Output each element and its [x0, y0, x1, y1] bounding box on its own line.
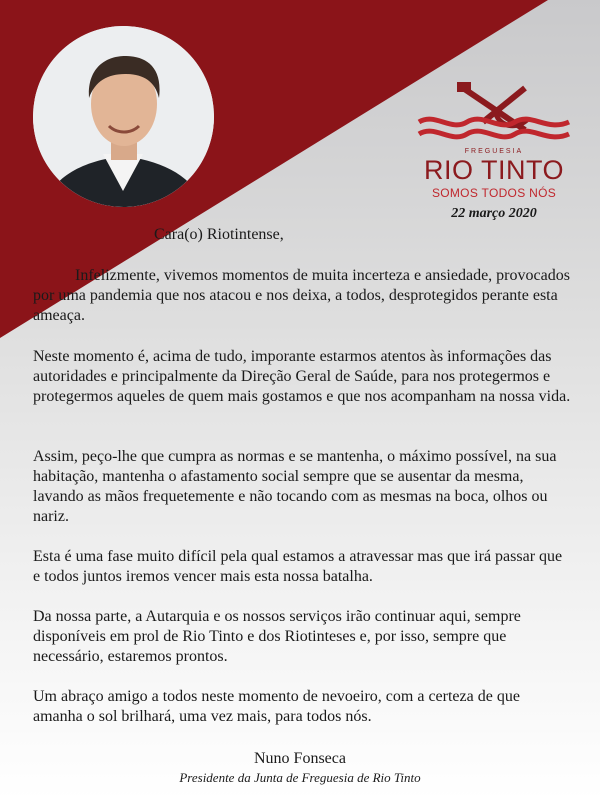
letter-paragraph: Um abraço amigo a todos neste momento de nevoeiro, com a certeza de que amanha o sol brilhará, uma vez mais, para todos nós.: [33, 688, 520, 725]
letter-paragraph: Esta é uma fase muito difícil pela qual estamos a atravessar mas que irá passar que e todos juntos iremos vencer mais esta nossa batalha.: [33, 548, 563, 585]
letter-date: 22 março 2020: [451, 206, 537, 221]
logo-name: RIO TINTO: [423, 155, 564, 185]
letter-paragraph: Assim, peço-lhe que cumpra as normas e se mantenha, o máximo possível, na sua habitação, mantenha o afastamento social sempre que se ausentar da mesma, lavando as mãos frequetemente e não tocando com as mesmas na boca, olhos ou nariz.: [33, 448, 557, 525]
signature-name: Nuno Fonseca: [254, 750, 346, 767]
letter-paragraph: Da nossa parte, a Autarquia e os nossos serviços irão continuar aqui, sempre disponíveis em prol de Rio Tinto e dos Riotinteses e, por isso, sempre que necessário, estaremos prontos.: [33, 608, 521, 665]
logo-slogan: SOMOS TODOS NÓS: [431, 186, 557, 200]
logo-small-text: FREGUESIA: [464, 148, 524, 155]
signature-title: Presidente da Junta de Freguesia de Rio Tinto: [179, 770, 421, 785]
portrait-photo: [33, 26, 214, 207]
letter-paragraph: Infelizmente, vivemos momentos de muita incerteza e ansiedade, provocados por uma pandemia que nos atacou e nos deixa, a todos, desprotegidos perante esta ameaça.: [33, 267, 570, 324]
letter-paragraph: Neste momento é, acima de tudo, imporante estarmos atentos às informações das autoridades e principalmente da Direção Geral de Saúde, para nos protegermos e protegermos aqueles de quem mais gostamos e que nos acompanham na nossa vida.: [33, 348, 571, 405]
letter-greeting: Cara(o) Riotintense,: [154, 226, 284, 243]
anchor-waves-emblem: [413, 78, 575, 146]
